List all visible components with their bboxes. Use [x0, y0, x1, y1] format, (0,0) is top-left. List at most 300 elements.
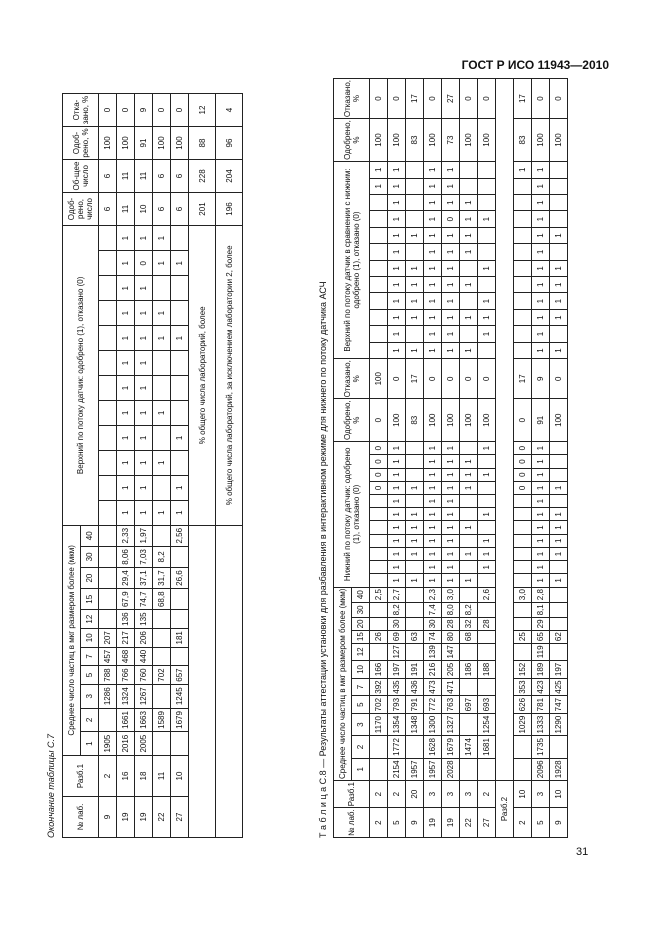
verdict-cell: [171, 301, 189, 326]
size-value-cell: 702: [153, 666, 171, 685]
size-value-cell: 68: [460, 630, 478, 643]
size-col-header: 15: [81, 589, 99, 610]
upper-odob-pct-cell: 73: [442, 119, 460, 162]
summary-spacer: [189, 525, 216, 837]
verdict-cell: 1: [117, 475, 135, 500]
size-value-cell: 423: [532, 678, 550, 696]
upper-otk-pct-cell: 0: [532, 79, 550, 119]
upper-verdict-cell: 1: [532, 211, 550, 227]
size-col-header: 3: [352, 713, 370, 735]
lower-verdict-cell: 1: [388, 508, 406, 521]
size-value-cell: 166: [370, 661, 388, 679]
lower-verdict-cell: [370, 561, 388, 574]
upper-verdict-cell: 1: [388, 277, 406, 293]
lower-verdict-cell: [370, 495, 388, 508]
size-value-cell: 216: [424, 661, 442, 679]
otk-pct-cell: 12: [189, 94, 216, 127]
verdict-cell: 1: [117, 450, 135, 475]
upper-verdict-cell: 1: [406, 260, 424, 276]
lower-verdict-cell: [406, 455, 424, 468]
verdict-cell: 1: [117, 326, 135, 351]
verdict-cell: 1: [135, 475, 153, 500]
verdict-cell: [171, 226, 189, 251]
obsh-cell: 6: [153, 160, 171, 193]
upper-verdict-cell: 1: [442, 293, 460, 309]
size-value-cell: 468: [117, 647, 135, 666]
lower-otk-pct-cell: 100: [370, 359, 388, 399]
page-number: 31: [576, 846, 589, 858]
verdict-cell: [171, 400, 189, 425]
size-value-cell: [514, 602, 532, 617]
size-value-cell: [514, 736, 532, 758]
table-row: [99, 94, 117, 838]
lower-verdict-cell: 1: [532, 508, 550, 521]
size-col-header: 1: [81, 732, 99, 756]
size-value-cell: 2,7: [388, 587, 406, 602]
lower-verdict-cell: 1: [460, 455, 478, 468]
upper-verdict-cell: 1: [478, 293, 496, 309]
upper-verdict-cell: [550, 244, 568, 260]
verdict-cell: [99, 276, 117, 301]
lower-verdict-cell: 1: [424, 561, 442, 574]
size-value-cell: [171, 647, 189, 666]
razb2-row: [496, 79, 514, 838]
size-value-cell: [460, 643, 478, 661]
upper-verdict-cell: 1: [424, 161, 442, 178]
upper-verdict-cell: 1: [460, 342, 478, 358]
lower-verdict-cell: 0: [370, 455, 388, 468]
lower-verdict-cell: [478, 574, 496, 587]
verdict-cell: [99, 475, 117, 500]
upper-verdict-cell: [370, 309, 388, 325]
verdict-cell: 1: [153, 226, 171, 251]
upper-verdict-cell: 1: [460, 309, 478, 325]
razb-cell: 3: [532, 781, 550, 808]
size-value-cell: 7,03: [135, 546, 153, 567]
size-value-cell: 29: [532, 617, 550, 630]
lower-verdict-cell: 1: [442, 561, 460, 574]
size-value-cell: 1474: [460, 736, 478, 758]
size-col-header: 7: [352, 678, 370, 696]
upper-verdict-cell: 1: [424, 211, 442, 227]
lower-verdict-cell: 1: [532, 442, 550, 455]
upper-verdict-cell: 1: [442, 277, 460, 293]
upper-verdict-cell: 1: [532, 293, 550, 309]
size-value-cell: 2,8: [532, 587, 550, 602]
lower-verdict-cell: 1: [460, 574, 478, 587]
lower-verdict-cell: 1: [460, 547, 478, 560]
col-upper-otk-header: Отказано, %: [334, 79, 370, 119]
size-value-cell: 2,5: [370, 587, 388, 602]
upper-odob-pct-cell: 100: [532, 119, 550, 162]
otk-pct-cell: 0: [171, 94, 189, 127]
upper-verdict-cell: 1: [460, 244, 478, 260]
size-value-cell: 1348: [406, 713, 424, 735]
size-value-cell: 2154: [388, 758, 406, 780]
lower-verdict-cell: 1: [442, 508, 460, 521]
col-lower-odob-header: Одобрено, %: [334, 399, 370, 442]
upper-verdict-cell: 1: [406, 309, 424, 325]
size-value-cell: 29,4: [117, 567, 135, 588]
lower-verdict-cell: 1: [460, 521, 478, 534]
upper-verdict-cell: 1: [424, 309, 442, 325]
lower-verdict-cell: 1: [424, 521, 442, 534]
size-value-cell: 763: [442, 696, 460, 714]
size-value-cell: 2,6: [478, 587, 496, 602]
size-value-cell: 1681: [478, 736, 496, 758]
size-group-header: Среднее число частиц в мкг размером более (мкм): [63, 525, 81, 755]
razb-cell: 2: [99, 756, 117, 797]
upper-verdict-cell: 1: [442, 309, 460, 325]
lower-verdict-cell: 1: [550, 534, 568, 547]
lower-verdict-cell: [550, 455, 568, 468]
size-col-header: 10: [81, 628, 99, 647]
lab-cell: 5: [532, 808, 550, 838]
table-row: [153, 94, 171, 838]
razb-cell: 2: [478, 781, 496, 808]
upper-verdict-cell: 1: [460, 277, 478, 293]
lower-verdict-cell: 1: [478, 508, 496, 521]
upper-odob-pct-cell: 100: [388, 119, 406, 162]
size-value-cell: 1,97: [135, 525, 153, 546]
size-value-cell: 68,8: [153, 589, 171, 610]
size-value-cell: [370, 643, 388, 661]
lower-odob-pct-cell: 83: [406, 399, 424, 442]
upper-verdict-cell: 1: [424, 227, 442, 243]
odob-cell: 10: [135, 193, 153, 226]
size-value-cell: 1290: [550, 713, 568, 735]
verdict-cell: [153, 475, 171, 500]
upper-verdict-cell: [370, 194, 388, 210]
size-value-cell: 189: [532, 661, 550, 679]
upper-verdict-cell: [514, 309, 532, 325]
size-value-cell: 65: [532, 630, 550, 643]
size-value-cell: 760: [135, 666, 153, 685]
obsh-cell: 11: [117, 160, 135, 193]
table-c7: [62, 93, 243, 838]
upper-verdict-cell: [550, 178, 568, 194]
upper-verdict-cell: 1: [424, 277, 442, 293]
upper-verdict-cell: 1: [424, 178, 442, 194]
size-value-cell: 1245: [171, 684, 189, 708]
razb-cell: 3: [442, 781, 460, 808]
upper-verdict-cell: [370, 293, 388, 309]
verdict-cell: 1: [171, 475, 189, 500]
lower-verdict-cell: 1: [532, 561, 550, 574]
verdict-cell: [99, 450, 117, 475]
upper-verdict-cell: 1: [550, 277, 568, 293]
lab-cell: 9: [550, 808, 568, 838]
upper-verdict-cell: 1: [532, 227, 550, 243]
lower-verdict-cell: 1: [442, 455, 460, 468]
upper-verdict-cell: 1: [406, 293, 424, 309]
table-row: [460, 79, 478, 838]
lower-verdict-cell: 1: [424, 534, 442, 547]
verdict-cell: 1: [135, 276, 153, 301]
size-value-cell: 8,2: [460, 602, 478, 617]
verdict-cell: 1: [117, 276, 135, 301]
lower-verdict-cell: [370, 508, 388, 521]
lab-cell: 27: [171, 797, 189, 838]
upper-verdict-cell: [514, 227, 532, 243]
size-value-cell: 26,6: [171, 567, 189, 588]
upper-verdict-cell: 1: [388, 293, 406, 309]
upper-verdict-cell: 1: [550, 227, 568, 243]
lower-verdict-cell: 1: [532, 574, 550, 587]
upper-verdict-cell: 1: [550, 309, 568, 325]
upper-verdict-cell: [550, 326, 568, 342]
lower-otk-pct-cell: 0: [460, 359, 478, 399]
size-value-cell: [153, 684, 171, 708]
verdict-cell: [153, 376, 171, 401]
lower-verdict-cell: 1: [478, 547, 496, 560]
lower-verdict-cell: [478, 495, 496, 508]
table-row: [388, 79, 406, 838]
size-value-cell: 697: [460, 696, 478, 714]
odob-cell: 6: [171, 193, 189, 226]
table-row: [370, 79, 388, 838]
size-value-cell: [370, 602, 388, 617]
upper-odob-pct-cell: 100: [478, 119, 496, 162]
size-value-cell: [406, 587, 424, 602]
size-col-header: 2: [81, 708, 99, 732]
size-value-cell: [171, 732, 189, 756]
lower-verdict-cell: 1: [442, 468, 460, 481]
size-value-cell: 217: [117, 628, 135, 647]
odob-pct-cell: 91: [135, 127, 153, 160]
lower-otk-pct-cell: 0: [550, 359, 568, 399]
verdict-cell: 1: [171, 251, 189, 276]
verdict-cell: 1: [117, 400, 135, 425]
lower-verdict-cell: 1: [388, 561, 406, 574]
lower-verdict-cell: 1: [532, 495, 550, 508]
lower-verdict-cell: 1: [406, 547, 424, 560]
lower-verdict-cell: [370, 547, 388, 560]
size-value-cell: [550, 617, 568, 630]
lower-verdict-cell: 1: [460, 481, 478, 494]
table-row: [135, 94, 153, 838]
size-col-header: 40: [352, 587, 370, 602]
size-value-cell: [478, 602, 496, 617]
size-value-cell: [514, 617, 532, 630]
upper-otk-pct-cell: 0: [478, 79, 496, 119]
lower-verdict-cell: 1: [424, 547, 442, 560]
verdict-cell: [99, 500, 117, 525]
otk-pct-cell: 9: [135, 94, 153, 127]
upper-verdict-cell: [460, 260, 478, 276]
upper-verdict-cell: [478, 178, 496, 194]
size-value-cell: 67,9: [117, 589, 135, 610]
verdict-cell: 1: [117, 376, 135, 401]
upper-verdict-cell: [460, 161, 478, 178]
size-col-header: 7: [81, 647, 99, 666]
verdict-cell: [99, 301, 117, 326]
lower-verdict-cell: [460, 561, 478, 574]
size-value-cell: [550, 643, 568, 661]
lower-verdict-cell: 1: [460, 468, 478, 481]
upper-verdict-cell: 1: [442, 161, 460, 178]
lower-otk-pct-cell: 0: [424, 359, 442, 399]
size-value-cell: 26: [370, 630, 388, 643]
size-value-cell: 1663: [135, 708, 153, 732]
verdict-cell: 1: [117, 226, 135, 251]
size-value-cell: [370, 758, 388, 780]
upper-verdict-cell: 1: [442, 260, 460, 276]
verdict-cell: 1: [117, 251, 135, 276]
col-lab-header: № лаб.: [334, 808, 370, 838]
verdict-cell: [99, 425, 117, 450]
size-value-cell: 1267: [135, 684, 153, 708]
size-col-header: 12: [81, 610, 99, 629]
lower-verdict-cell: 1: [406, 481, 424, 494]
col-odob-header: Одоб-рено, число: [63, 193, 99, 226]
upper-verdict-cell: [478, 161, 496, 178]
lab-cell: 19: [442, 808, 460, 838]
summary-label: % общего числа лабораторий, более: [189, 226, 216, 526]
size-value-cell: 207: [99, 628, 117, 647]
lower-verdict-cell: 1: [424, 481, 442, 494]
size-value-cell: 1589: [153, 708, 171, 732]
document-header: ГОСТ Р ИСО 11943—2010: [461, 58, 609, 72]
size-value-cell: 3,0: [442, 587, 460, 602]
size-col-header: 20: [352, 617, 370, 630]
size-value-cell: 2028: [442, 758, 460, 780]
upper-verdict-cell: [514, 244, 532, 260]
lower-verdict-cell: 1: [442, 495, 460, 508]
size-value-cell: [153, 628, 171, 647]
verdict-header: Верхний по потоку датчик: одобрено (1), отказано (0): [63, 226, 99, 526]
upper-otk-pct-cell: 0: [550, 79, 568, 119]
odob-cell: 201: [189, 193, 216, 226]
upper-verdict-cell: [478, 342, 496, 358]
size-value-cell: 135: [135, 610, 153, 629]
odob-cell: 196: [216, 193, 243, 226]
lower-verdict-cell: [460, 508, 478, 521]
size-value-cell: 1324: [117, 684, 135, 708]
size-value-cell: 702: [370, 696, 388, 714]
lower-verdict-cell: 1: [388, 547, 406, 560]
lower-verdict-cell: [514, 547, 532, 560]
size-value-cell: 74,7: [135, 589, 153, 610]
size-value-cell: 1661: [117, 708, 135, 732]
size-value-cell: 8,0: [442, 602, 460, 617]
upper-verdict-cell: 1: [370, 178, 388, 194]
table-c7-caption: Окончание таблицы С.7: [46, 734, 56, 838]
upper-verdict-cell: 1: [478, 309, 496, 325]
size-value-cell: 147: [442, 643, 460, 661]
otk-pct-cell: 4: [216, 94, 243, 127]
odob-pct-cell: 100: [153, 127, 171, 160]
upper-verdict-cell: 1: [388, 194, 406, 210]
upper-verdict-cell: 1: [442, 342, 460, 358]
size-value-cell: 1170: [370, 713, 388, 735]
otk-pct-cell: 0: [99, 94, 117, 127]
upper-verdict-cell: 1: [388, 342, 406, 358]
upper-verdict-cell: 1: [532, 260, 550, 276]
lower-verdict-cell: [550, 495, 568, 508]
col-razb-header: Разб.1: [63, 756, 99, 797]
upper-verdict-cell: 1: [442, 326, 460, 342]
verdict-cell: [171, 376, 189, 401]
table-c8-block: [318, 48, 568, 838]
table-row: [171, 94, 189, 838]
size-value-cell: 2096: [532, 758, 550, 780]
lower-verdict-cell: 1: [532, 468, 550, 481]
size-value-cell: [514, 643, 532, 661]
lower-verdict-cell: 0: [370, 468, 388, 481]
table-row: [406, 79, 424, 838]
size-value-cell: 25: [514, 630, 532, 643]
size-col-header: 3: [81, 684, 99, 708]
razb-cell: 10: [514, 781, 532, 808]
obsh-cell: 228: [189, 160, 216, 193]
verdict-cell: 1: [153, 450, 171, 475]
lower-odob-pct-cell: 0: [514, 399, 532, 442]
razb2-spacer: [496, 79, 514, 781]
lower-verdict-cell: 1: [478, 534, 496, 547]
size-value-cell: [153, 732, 171, 756]
upper-verdict-cell: [514, 260, 532, 276]
lab-cell: 27: [478, 808, 496, 838]
odob-cell: 6: [99, 193, 117, 226]
lower-verdict-header: Нижний по потоку датчик: одобрено (1), отказано (0): [334, 442, 370, 587]
size-value-cell: 772: [424, 696, 442, 714]
lower-odob-pct-cell: 0: [370, 399, 388, 442]
odob-pct-cell: 100: [171, 127, 189, 160]
size-value-cell: [406, 602, 424, 617]
size-value-cell: 186: [460, 661, 478, 679]
lower-verdict-cell: 1: [478, 442, 496, 455]
upper-verdict-cell: 1: [388, 326, 406, 342]
upper-verdict-cell: 1: [550, 342, 568, 358]
size-value-cell: 747: [550, 696, 568, 714]
odob-pct-cell: 100: [99, 127, 117, 160]
size-value-cell: [99, 708, 117, 732]
lab-cell: 9: [99, 797, 117, 838]
size-value-cell: 1928: [550, 758, 568, 780]
size-value-cell: 80: [442, 630, 460, 643]
size-value-cell: 793: [388, 696, 406, 714]
size-value-cell: 1957: [424, 758, 442, 780]
lower-otk-pct-cell: 0: [388, 359, 406, 399]
razb-cell: 18: [135, 756, 153, 797]
upper-verdict-cell: [370, 227, 388, 243]
table-row: [532, 79, 550, 838]
lower-verdict-cell: 0: [514, 468, 532, 481]
size-value-cell: [460, 713, 478, 735]
verdict-cell: 1: [135, 450, 153, 475]
lower-odob-pct-cell: 100: [388, 399, 406, 442]
lower-verdict-cell: 1: [550, 508, 568, 521]
verdict-cell: [153, 351, 171, 376]
verdict-cell: [153, 425, 171, 450]
lower-verdict-cell: [460, 534, 478, 547]
lower-verdict-cell: 1: [388, 455, 406, 468]
lower-verdict-cell: 1: [388, 442, 406, 455]
verdict-cell: 1: [171, 500, 189, 525]
size-value-cell: [171, 546, 189, 567]
verdict-cell: 1: [117, 500, 135, 525]
razb-cell: 10: [171, 756, 189, 797]
upper-verdict-cell: [406, 211, 424, 227]
upper-verdict-cell: [460, 178, 478, 194]
lab-cell: 2: [370, 808, 388, 838]
lower-otk-pct-cell: 17: [514, 359, 532, 399]
size-value-cell: 425: [550, 678, 568, 696]
lower-verdict-cell: [514, 508, 532, 521]
verdict-cell: 1: [135, 425, 153, 450]
size-col-header: 5: [81, 666, 99, 685]
